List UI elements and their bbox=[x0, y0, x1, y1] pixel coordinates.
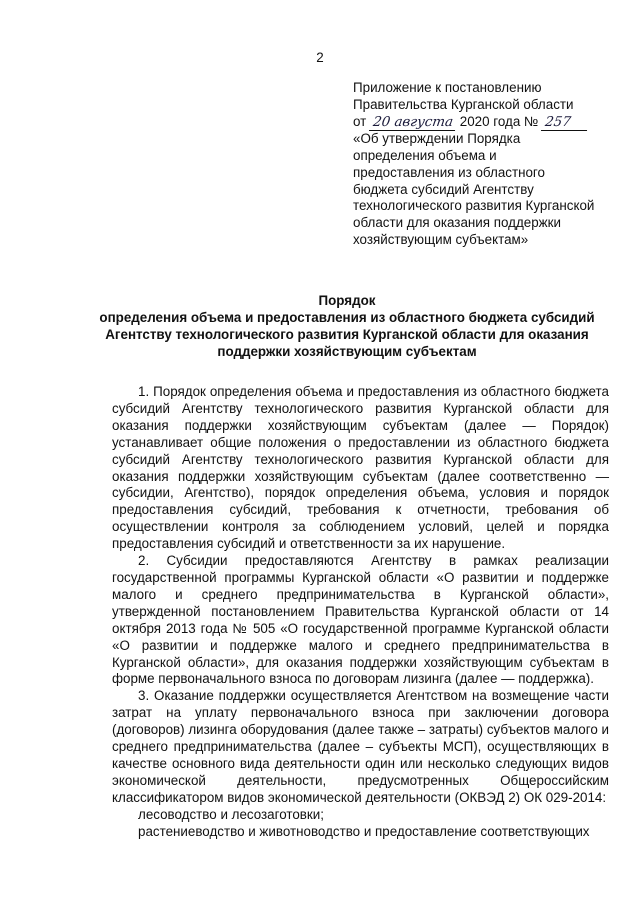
paragraph: 1. Порядок определения объема и предоставления из областного бюджета субсидий Агентству технологического развития Курганской области для оказания поддержки хозяйствующим субъектам (далее — Порядок) устанавливает общие положения о предоставлении из областного бюджета субсидий Агентству технологического развития Курганской области для оказания поддержки хозяйствующим субъектам (далее соответственно — субсидии, Агентство), порядок определения объема, условия и порядок предоставления субсидий, требования к отчетности, требования об осуществлении контроля за соблюдением условий, целей и порядка предоставления субсидий и ответственности за их нарушение. bbox=[112, 384, 609, 552]
appendix-line: технологического развития Курганской bbox=[353, 198, 595, 214]
appendix-date-line bbox=[353, 114, 623, 131]
date-prefix: от bbox=[353, 113, 367, 129]
title-line: Порядок bbox=[318, 293, 376, 308]
paragraph: растениеводство и животноводство и предоставление соответствующих bbox=[138, 823, 590, 839]
document-body bbox=[112, 384, 609, 840]
document-title bbox=[88, 292, 606, 360]
paragraph: 2. Субсидии предоставляются Агентству в рамках реализации государственной программы Курганской области «О развитии и поддержке малого и среднего предпринимательства в Курганской области», утвержденной постановлением Правительства Курганской области от 14 октября 2013 года № 505 «О государственной программе Курганской области «О развитии и поддержке малого и среднего предпринимательства в Курганской области», для оказания поддержки хозяйствующим субъектам в форме первоначального взноса по договорам лизинга (далее — поддержка). bbox=[112, 553, 609, 687]
title-line: Агентству технологического развития Курганской области для оказания bbox=[105, 327, 589, 342]
appendix-line: Приложение к постановлению bbox=[353, 80, 542, 95]
appendix-line: хозяйствующим субъектам» bbox=[353, 232, 529, 248]
title-line: поддержки хозяйствующим субъектам bbox=[217, 344, 477, 359]
handwritten-date: 20 августа bbox=[369, 116, 457, 131]
appendix-line: области для оказания поддержки bbox=[353, 215, 561, 231]
appendix-line: «Об утверждении Порядка bbox=[353, 130, 521, 146]
appendix-line: определения объема и bbox=[353, 147, 497, 163]
paragraph: лесоводство и лесозаготовки; bbox=[138, 806, 324, 822]
title-line: определения объема и предоставления из областного бюджета субсидий bbox=[99, 310, 595, 325]
handwritten-number: 257 bbox=[541, 116, 589, 131]
paragraph: 3. Оказание поддержки осуществляется Агентством на возмещение части затрат на уплату первоначального взноса при заключении договора (договоров) лизинга оборудования (далее также – затраты) субъектов малого и среднего предпринимательства (далее – субъекты МСП), осуществляющих в качестве основного вида деятельности один или несколько следующих видов экономической деятельности, предусмотренных Общероссийским классификатором видов экономической деятельности (ОКВЭД 2) ОК 029-2014: bbox=[112, 688, 609, 805]
year-text: 2020 года № bbox=[459, 113, 539, 129]
appendix-line: Правительства Курганской области bbox=[353, 96, 574, 112]
appendix-line: бюджета субсидий Агентству bbox=[353, 181, 534, 197]
appendix-block bbox=[353, 80, 623, 249]
page-number: 2 bbox=[316, 50, 324, 65]
appendix-line: предоставления из областного bbox=[353, 164, 545, 180]
